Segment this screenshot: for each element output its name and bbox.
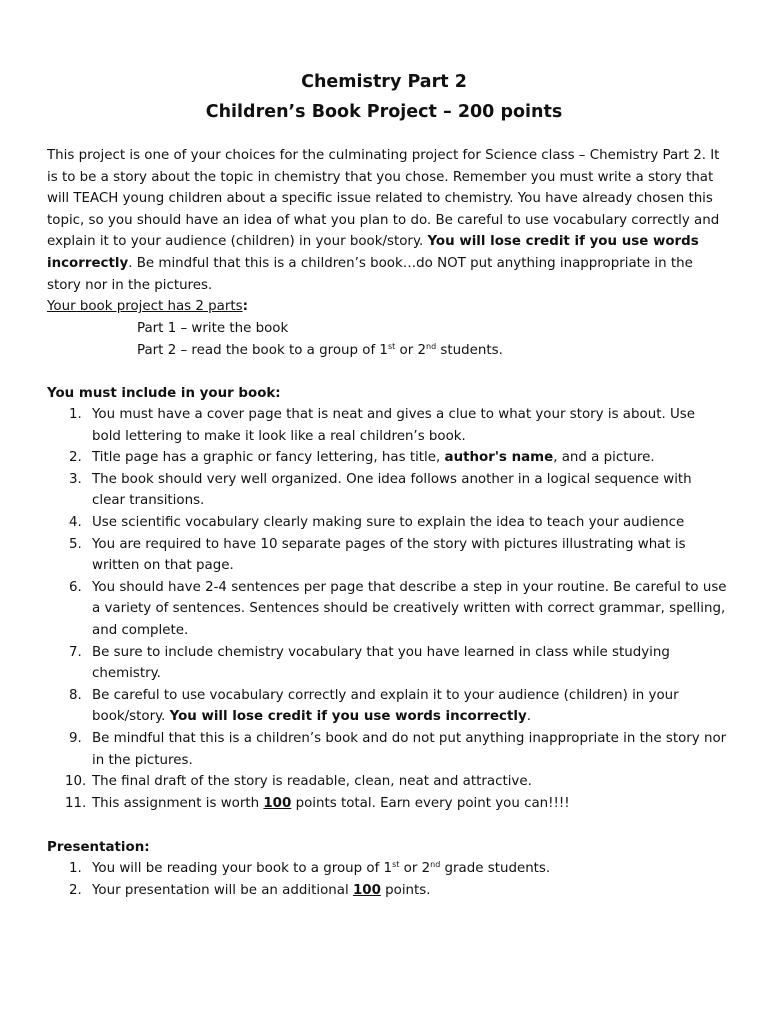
part-2-text-b: or 2: [395, 342, 426, 358]
list-text-bold: 100: [352, 882, 381, 898]
list-item: [47, 534, 727, 577]
part-2-sup-st: st: [387, 341, 396, 351]
list-text: The final draft of the story is readable, clean, neat and attractive.: [92, 774, 532, 790]
list-text: This assignment is worth: [92, 795, 264, 811]
part-2-text-c: students.: [436, 342, 503, 358]
list-number: 7.: [69, 644, 82, 660]
list-text: You are required to have 10 separate pages of the story with pictures illustrating what is written on that page.: [92, 536, 686, 574]
intro-paragraph: [47, 145, 727, 318]
list-item: [47, 728, 727, 771]
list-text: The book should very well organized. One idea follows another in a logical sequence with clear transitions.: [92, 471, 692, 509]
list-number: 4.: [69, 514, 82, 530]
document-subtitle: Children’s Book Project – 200 points: [205, 102, 563, 122]
parts-label: [47, 296, 727, 318]
list-text: Be careful to use vocabulary correctly and explain it to your audience (children) in your book/story.: [92, 687, 679, 725]
list-number: 1.: [69, 861, 82, 876]
list-item: [47, 685, 727, 728]
list-text: Title page has a graphic or fancy lettering, has title,: [92, 450, 445, 466]
part-2-text-a: Part 2 – read the book to a group of 1: [137, 342, 388, 358]
part-1: Part 1 – write the book: [137, 321, 289, 336]
list-text: You must have a cover page that is neat and gives a clue to what your story is about. Use bold lettering to make it look like a real children’s book.: [92, 407, 695, 444]
list-number: 6.: [69, 579, 82, 595]
list-text-bold: author's name: [444, 450, 554, 466]
list-text: Be sure to include chemistry vocabulary that you have learned in class while studying chemistry.: [92, 644, 670, 682]
book-requirements-heading: You must include in your book:: [47, 386, 281, 401]
list-text: .: [526, 709, 531, 725]
list-text: or 2: [399, 861, 431, 876]
intro-text-b: . Be mindful that this is a children’s book…do NOT put anything inappropriate in the story nor in the pictures.: [47, 255, 693, 293]
list-text: Use scientific vocabulary clearly making sure to explain the idea to teach your audience: [92, 514, 685, 530]
list-number: 2.: [69, 882, 82, 898]
part-2: [137, 340, 503, 362]
presentation-heading: Presentation:: [47, 840, 150, 855]
parts-label-colon: :: [242, 299, 248, 315]
list-number: 1.: [69, 407, 82, 422]
list-text: You should have 2-4 sentences per page that describe a step in your routine. Be careful to use a variety of sentences. Sentences should be creatively written with correct grammar, spelling, and complete.: [92, 579, 727, 638]
list-number: 10.: [65, 774, 87, 790]
list-text: Be mindful that this is a children’s book and do not put anything inappropriate in the story nor in the pictures.: [92, 730, 727, 768]
list-number: 11.: [65, 795, 87, 811]
list-number: 9.: [69, 730, 82, 746]
list-text: Your presentation will be an additional: [92, 882, 353, 898]
list-text: points.: [380, 882, 431, 898]
list-item: [47, 577, 727, 642]
parts-list: [137, 318, 503, 361]
list-text: , and a picture.: [553, 450, 655, 466]
list-number: 8.: [69, 687, 82, 703]
list-text: points total. Earn every point you can!!!!: [291, 795, 570, 811]
part-2-sup-nd: nd: [426, 341, 437, 351]
sup-st: st: [392, 860, 400, 869]
document-title: Chemistry Part 2: [301, 72, 467, 92]
list-text-bold: You will lose credit if you use words incorrectly: [169, 709, 527, 725]
list-item: [47, 771, 727, 793]
list-text: You will be reading your book to a group of 1: [92, 861, 393, 876]
book-requirements-list: [47, 404, 727, 814]
sup-nd: nd: [430, 860, 441, 869]
intro-text-a: This project is one of your choices for the culminating project for Science class – Chemistry Part 2. It is to be a story about the topic in chemistry that you chose. Remember you must write a story that will TEACH young children about a specific issue related to chemistry. You have already chosen this topic, so you should have an idea of what you plan to do. Be careful to use vocabulary correctly and explain it to your audience (children) in your book/story.: [47, 148, 720, 250]
intro-text: [47, 145, 727, 296]
list-item: [47, 858, 727, 880]
list-item: [47, 512, 727, 534]
parts-label-text: Your book project has 2 parts: [47, 299, 243, 315]
presentation-list: [47, 858, 727, 901]
list-item: [47, 404, 727, 447]
list-item: [47, 447, 727, 469]
list-text-bold: 100: [263, 795, 292, 811]
list-number: 3.: [69, 471, 82, 487]
list-number: 2.: [69, 450, 82, 466]
list-text: grade students.: [440, 861, 551, 876]
list-item: [47, 642, 727, 685]
intro-warning: You will lose credit if you use words incorrectly: [47, 234, 699, 271]
list-item: [47, 469, 727, 512]
list-number: 5.: [69, 536, 82, 552]
list-item: [47, 793, 727, 815]
list-item: [47, 880, 727, 902]
